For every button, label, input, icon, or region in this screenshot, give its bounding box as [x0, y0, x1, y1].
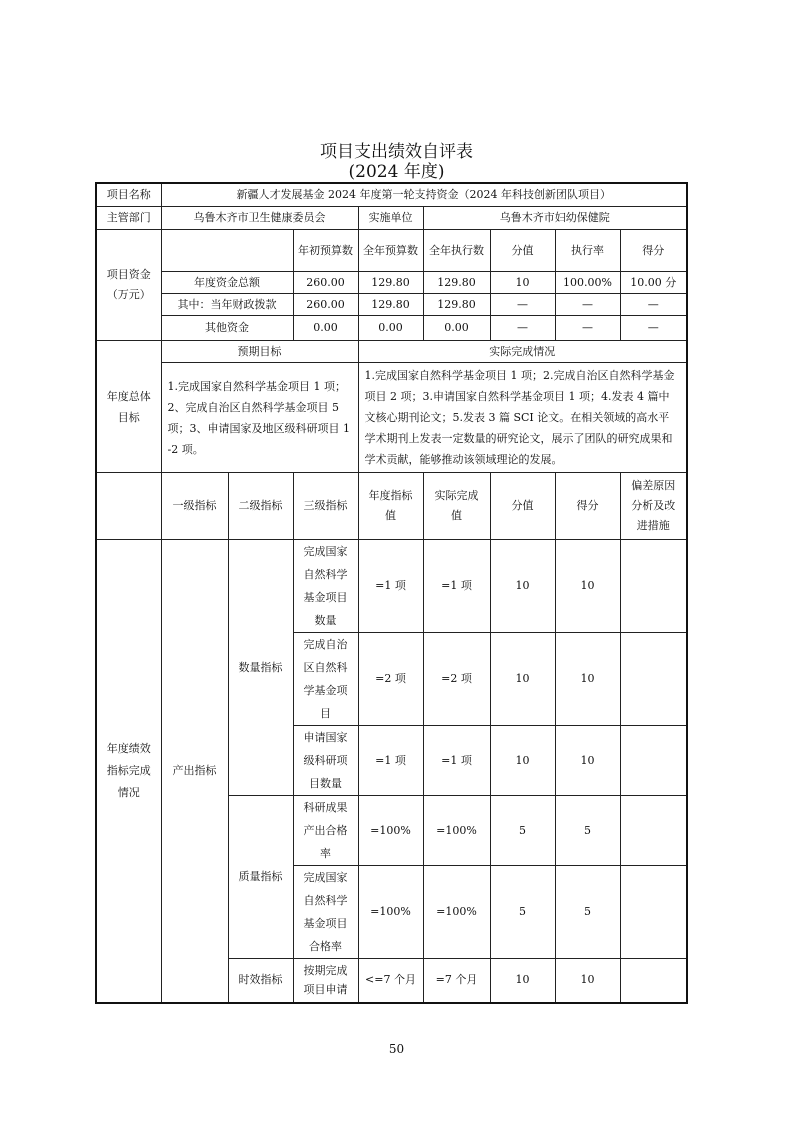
indicator-header-cell: 年度指标 值: [358, 473, 423, 540]
dept-label: 主管部门: [96, 207, 161, 230]
funds-cell: 0.00: [423, 316, 490, 341]
funds-cell: —: [555, 316, 620, 341]
indicator-reason: [620, 540, 687, 633]
indicator-score: 5: [490, 796, 555, 866]
level3-indicator: 完成自治 区自然科 学基金项 目: [293, 633, 358, 726]
goals-label: 年度总体 目标: [96, 341, 161, 473]
level2-indicator: 时效指标: [228, 959, 293, 1003]
department-row: [96, 207, 687, 230]
funds-cell: 10: [490, 272, 555, 294]
funds-row-name: 年度资金总额: [161, 272, 293, 294]
indicator-score: 10: [490, 959, 555, 1003]
indicator-header-cell: 二级指标: [228, 473, 293, 540]
level3-indicator: 申请国家 级科研项 目数量: [293, 726, 358, 796]
funds-header-cell: 分值: [490, 230, 555, 272]
indicator-header-row: [96, 473, 687, 540]
level3-indicator: 完成国家 自然科学 基金项目 数量: [293, 540, 358, 633]
indicator-score: 10: [490, 726, 555, 796]
funds-header-cell: 全年执行数: [423, 230, 490, 272]
expected-goal-text: 1.完成国家自然科学基金项目 1 项；2、完成自治区自然科学基金项目 5 项；3、申请国家及地区级科研项目 1-2 项。: [161, 363, 358, 473]
indicator-target: <=7 个月: [358, 959, 423, 1003]
indicator-got: 10: [555, 540, 620, 633]
indicator-header-cell: 分值: [490, 473, 555, 540]
funds-cell: 0.00: [293, 316, 358, 341]
level3-indicator: 按期完成 项目申请: [293, 959, 358, 1003]
funds-cell: —: [490, 316, 555, 341]
indicator-actual: =7 个月: [423, 959, 490, 1003]
indicators-section-label: 年度绩效 指标完成 情况: [96, 540, 161, 1003]
indicator-got: 10: [555, 959, 620, 1003]
project-name-row: [96, 183, 687, 207]
funds-row-fiscal: [96, 294, 687, 316]
dept-value: 乌鲁木齐市卫生健康委员会: [161, 207, 358, 230]
indicator-actual: =100%: [423, 866, 490, 959]
funds-cell: 100.00%: [555, 272, 620, 294]
indicator-header-cell: 三级指标: [293, 473, 358, 540]
page-title: 项目支出绩效自评表: [320, 142, 473, 162]
funds-cell: 10.00 分: [620, 272, 687, 294]
indicator-target: =100%: [358, 796, 423, 866]
project-name-label: 项目名称: [96, 183, 161, 207]
funds-cell: 129.80: [358, 272, 423, 294]
funds-row-other: [96, 316, 687, 341]
level1-indicator: 产出指标: [161, 540, 228, 1003]
funds-label: 项目资金 （万元）: [96, 230, 161, 341]
impl-label: 实施单位: [358, 207, 423, 230]
indicator-actual: =100%: [423, 796, 490, 866]
indicator-header-cell: 实际完成 值: [423, 473, 490, 540]
indicator-actual: =2 项: [423, 633, 490, 726]
goals-header-row: [96, 341, 687, 363]
funds-header-cell: 执行率: [555, 230, 620, 272]
goals-content-row: [96, 363, 687, 473]
indicator-header-cell: 一级指标: [161, 473, 228, 540]
indicator-got: 10: [555, 726, 620, 796]
indicator-header-blank: [96, 473, 161, 540]
actual-result-header: 实际完成情况: [358, 341, 687, 363]
level3-indicator: 科研成果 产出合格 率: [293, 796, 358, 866]
funds-cell: 129.80: [423, 272, 490, 294]
indicator-got: 5: [555, 796, 620, 866]
funds-header-cell: 得分: [620, 230, 687, 272]
indicator-reason: [620, 726, 687, 796]
funds-cell: 129.80: [358, 294, 423, 316]
funds-header-cell: 年初预算数: [293, 230, 358, 272]
funds-cell: 129.80: [423, 294, 490, 316]
funds-cell: 260.00: [293, 272, 358, 294]
indicator-actual: =1 项: [423, 726, 490, 796]
indicator-row: [96, 540, 687, 633]
actual-result-text: 1.完成国家自然科学基金项目 1 项；2.完成自治区自然科学基金项目 2 项；3.申请国家自然科学基金项目 1 项；4.发表 4 篇中文核心期刊论文；5.发表 3 篇 SCI 论文。在相关领域的高水平学术期刊上发表一定数量的研究论文，展示了团队的研究成果和学术贡献，能够推动该领域理论的发展。: [358, 363, 687, 473]
funds-cell: —: [620, 294, 687, 316]
project-name: 新疆人才发展基金 2024 年度第一轮支持资金（2024 年科技创新团队项目）: [161, 183, 687, 207]
indicator-reason: [620, 796, 687, 866]
funds-row-name: 其他资金: [161, 316, 293, 341]
indicator-header-cell: 得分: [555, 473, 620, 540]
indicator-reason: [620, 959, 687, 1003]
indicator-got: 5: [555, 866, 620, 959]
funds-cell: —: [620, 316, 687, 341]
impl-value: 乌鲁木齐市妇幼保健院: [423, 207, 687, 230]
performance-table: [95, 182, 688, 1004]
page-subtitle-year: (2024 年度): [348, 162, 445, 182]
funds-cell: 0.00: [358, 316, 423, 341]
indicator-actual: =1 项: [423, 540, 490, 633]
level2-indicator: 数量指标: [228, 540, 293, 796]
indicator-header-cell: 偏差原因 分析及改 进措施: [620, 473, 687, 540]
page-number: 50: [388, 1042, 405, 1056]
funds-header-cell: 全年预算数: [358, 230, 423, 272]
funds-header-row: [96, 230, 687, 272]
indicator-score: 5: [490, 866, 555, 959]
indicator-reason: [620, 866, 687, 959]
indicator-score: 10: [490, 633, 555, 726]
level3-indicator: 完成国家 自然科学 基金项目 合格率: [293, 866, 358, 959]
indicator-target: =2 项: [358, 633, 423, 726]
indicator-got: 10: [555, 633, 620, 726]
indicator-target: =1 项: [358, 726, 423, 796]
funds-row-name: 其中：当年财政拨款: [161, 294, 293, 316]
funds-header-blank: [161, 230, 293, 272]
funds-cell: 260.00: [293, 294, 358, 316]
indicator-reason: [620, 633, 687, 726]
indicator-target: =100%: [358, 866, 423, 959]
expected-goal-header: 预期目标: [161, 341, 358, 363]
indicator-score: 10: [490, 540, 555, 633]
funds-cell: —: [555, 294, 620, 316]
indicator-target: =1 项: [358, 540, 423, 633]
funds-row-total: [96, 272, 687, 294]
level2-indicator: 质量指标: [228, 796, 293, 959]
funds-cell: —: [490, 294, 555, 316]
